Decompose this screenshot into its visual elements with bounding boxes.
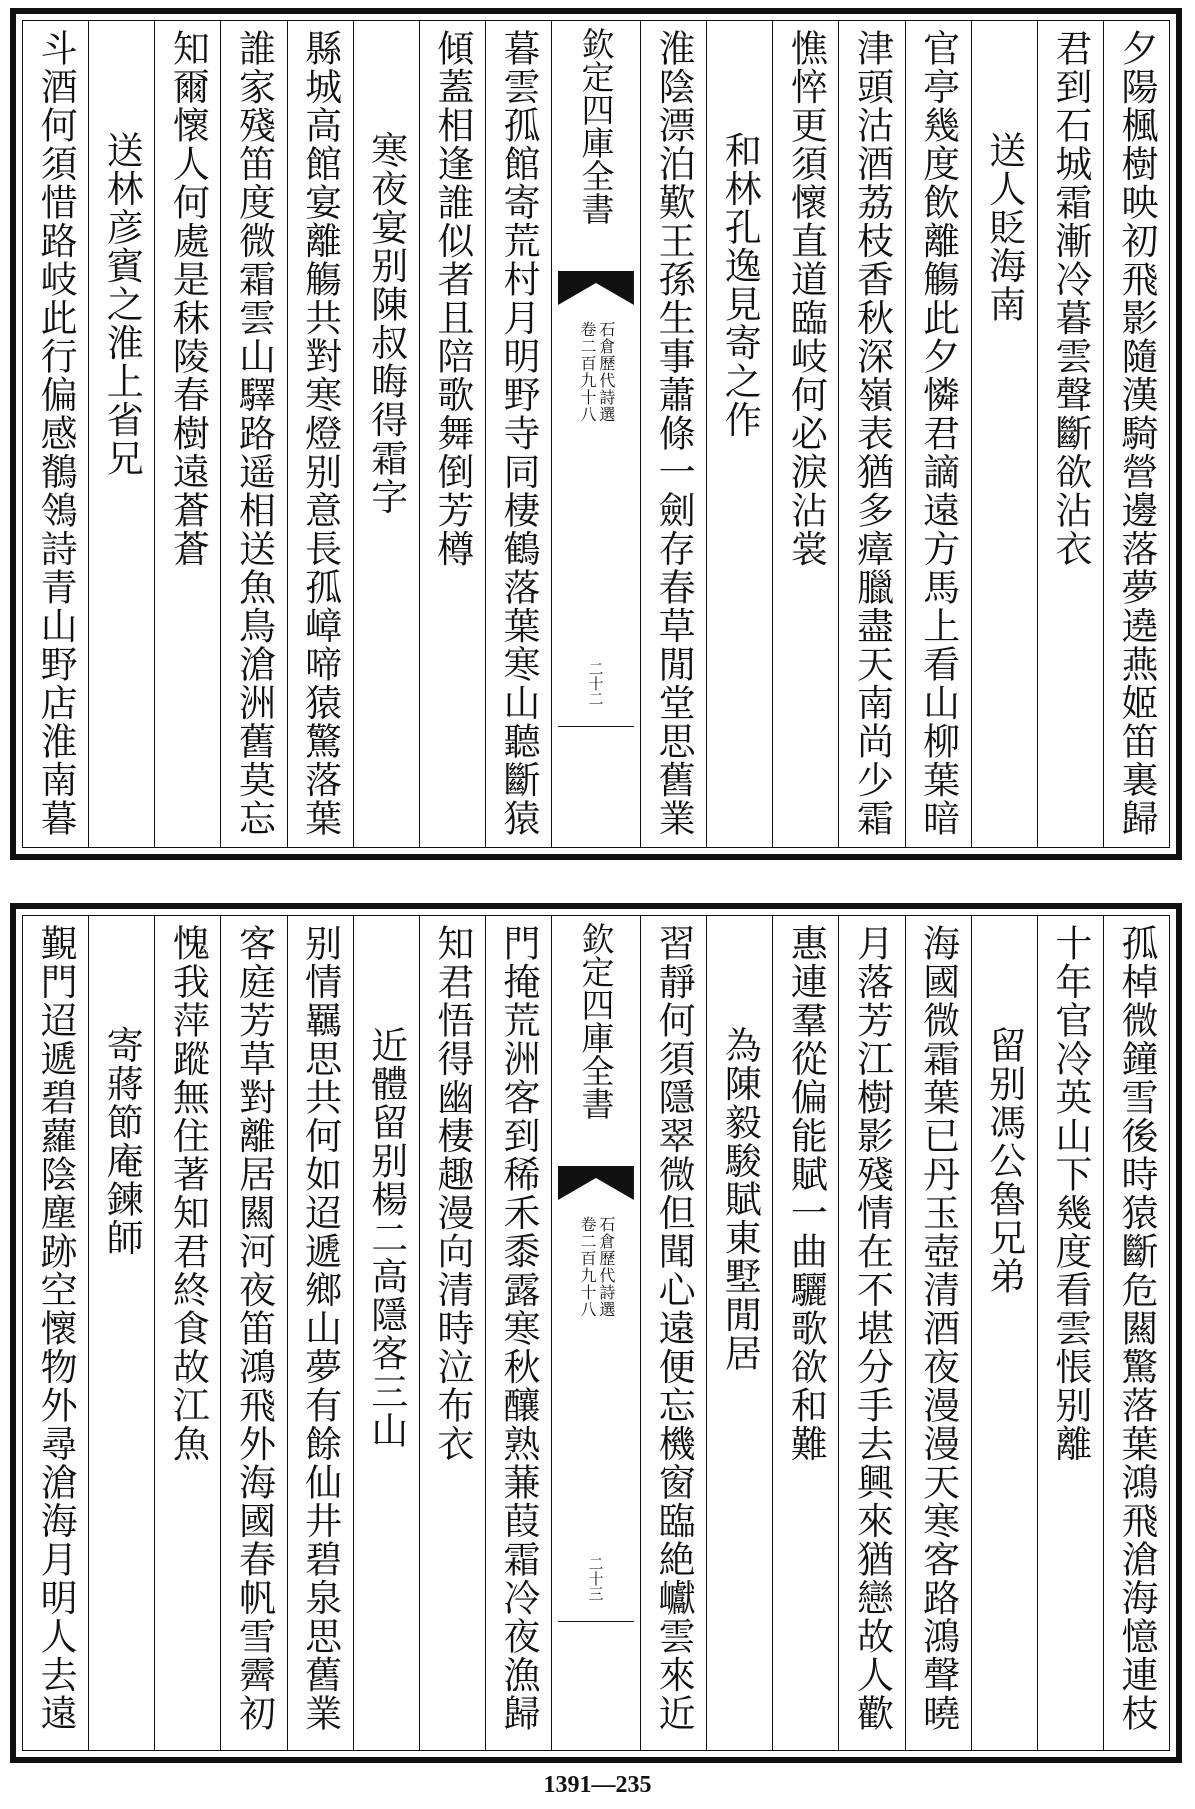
text-column (838, 21, 904, 847)
text-column (154, 916, 220, 1750)
text-column (88, 916, 154, 1750)
column-text: 别情羈思共何如迢遞鄉山夢有餘仙井碧泉思舊業 (298, 924, 342, 1733)
column-text: 習靜何須隱翠微但聞心遠便忘機窗臨絶巘雲來近 (652, 924, 696, 1733)
column-text: 近體留别楊二高隱客三山 (364, 1026, 408, 1450)
column-text: 知爾懷人何處是秣陵春樹遠蒼蒼 (166, 29, 210, 568)
text-column (971, 916, 1037, 1750)
fish-tail-mark-icon (558, 1166, 634, 1200)
collection-name: 石倉歷代詩選 (596, 321, 616, 423)
text-column (706, 21, 772, 847)
column-text: 覲門迢遞碧蘿陰塵跡空懷物外尋滄海月明人去遠 (34, 924, 78, 1733)
text-column (772, 916, 838, 1750)
text-column (419, 21, 485, 847)
text-column (706, 916, 772, 1750)
book-title: 欽定四庫全書 (576, 27, 616, 225)
text-column (353, 21, 419, 847)
text-column (640, 21, 706, 847)
column-text: 知君悟得幽棲趣漫向清時泣布衣 (430, 924, 474, 1463)
text-column (154, 21, 220, 847)
text-column (23, 21, 88, 847)
text-column (640, 916, 706, 1750)
fish-tail-mark-icon (558, 271, 634, 305)
column-text: 暮雲孤館寄荒村月明野寺同棲鶴落葉寒山聽斷猿 (497, 29, 541, 838)
column-text: 縣城高館宴離觴共對寒燈别意長孤嶂啼猿驚落葉 (298, 29, 342, 838)
center-fold-column (551, 916, 640, 1750)
column-text: 月落芳江樹影殘情在不堪分手去興來猶戀故人歡 (850, 924, 894, 1733)
folio-number: 二十三 (586, 1556, 605, 1601)
center-fold-column (551, 21, 640, 847)
text-column (772, 21, 838, 847)
book-title: 欽定四庫全書 (576, 922, 616, 1120)
text-column (23, 916, 88, 1750)
text-column (220, 916, 286, 1750)
column-text: 門掩荒洲客到稀禾黍露寒秋釀熟蒹葭霜冷夜漁歸 (497, 924, 541, 1733)
column-text: 為陳毅駿賦東墅閒居 (718, 1026, 762, 1373)
text-column (220, 21, 286, 847)
folio-rule (558, 726, 634, 727)
volume-info (578, 321, 614, 423)
column-text: 寒夜宴别陳叔晦得霜字 (364, 131, 408, 516)
column-text: 惠連羣從偏能賦一曲驪歌欲和難 (784, 924, 828, 1463)
column-text: 留别馮公魯兄弟 (982, 1026, 1026, 1296)
column-text: 誰家殘笛度微霜雲山驛路遥相送魚鳥滄洲舊莫忘 (232, 29, 276, 838)
column-text: 送林彦賓之淮上省兄 (100, 131, 144, 478)
column-text: 孤棹微鐘雪後時猿斷危闗驚落葉鴻飛滄海憶連枝 (1114, 924, 1158, 1733)
text-column (1037, 916, 1103, 1750)
column-text: 十年官冷英山下幾度看雲悵别離 (1048, 924, 1092, 1463)
text-column (287, 21, 353, 847)
text-column (838, 916, 904, 1750)
bottom-page-frame (22, 915, 1170, 1751)
collection-name: 石倉歷代詩選 (596, 1216, 616, 1318)
volume-info (578, 1216, 614, 1318)
text-column (88, 21, 154, 847)
top-page-frame (22, 20, 1170, 848)
text-column (905, 21, 971, 847)
column-text: 送人貶海南 (982, 131, 1026, 324)
column-text: 海國微霜葉已丹玉壺清酒夜漫漫天寒客路鴻聲曉 (916, 924, 960, 1733)
text-column (287, 916, 353, 1750)
column-text: 君到石城霜漸冷暮雲聲斷欲沾衣 (1048, 29, 1092, 568)
column-text: 客庭芳草對離居闗河夜笛鴻飛外海國春帆雪霽初 (232, 924, 276, 1733)
volume-number: 卷二百九十八 (578, 1216, 598, 1318)
text-column (1103, 21, 1169, 847)
folio-rule (558, 1621, 634, 1622)
text-column (353, 916, 419, 1750)
volume-number: 卷二百九十八 (578, 321, 598, 423)
column-text: 寄蔣節庵鍊師 (100, 1026, 144, 1257)
text-column (485, 21, 551, 847)
top-page (10, 8, 1182, 860)
column-text: 官亭幾度飲離觴此夕憐君謫遠方馬上看山柳葉暗 (916, 29, 960, 838)
text-column (971, 21, 1037, 847)
column-text: 津頭沽酒荔枝香秋深嶺表猶多瘴臘盡天南尚少霜 (850, 29, 894, 838)
column-text: 傾蓋相逢誰似者且陪歌舞倒芳樽 (430, 29, 474, 568)
text-column (419, 916, 485, 1750)
bottom-page (10, 903, 1182, 1763)
column-text: 淮陰漂泊歎王孫生事蕭條一劍存春草閒堂思舊業 (652, 29, 696, 838)
text-column (1103, 916, 1169, 1750)
column-text: 憔悴更須懷直道臨岐何必淚沾裳 (784, 29, 828, 568)
column-text: 愧我萍蹤無住著知君終食故江魚 (166, 924, 210, 1463)
text-column (485, 916, 551, 1750)
column-text: 斗酒何須惜路岐此行偏感鶺鴒詩青山野店淮南暮 (34, 29, 78, 838)
folio-number: 二十二 (586, 661, 605, 706)
page-number: 1391—235 (543, 1772, 652, 1798)
text-column (905, 916, 971, 1750)
column-text: 和林孔逸見寄之作 (718, 131, 762, 439)
text-column (1037, 21, 1103, 847)
column-text: 夕陽楓樹映初飛影隨漢騎營邊落夢遶燕姬笛裏歸 (1114, 29, 1158, 838)
